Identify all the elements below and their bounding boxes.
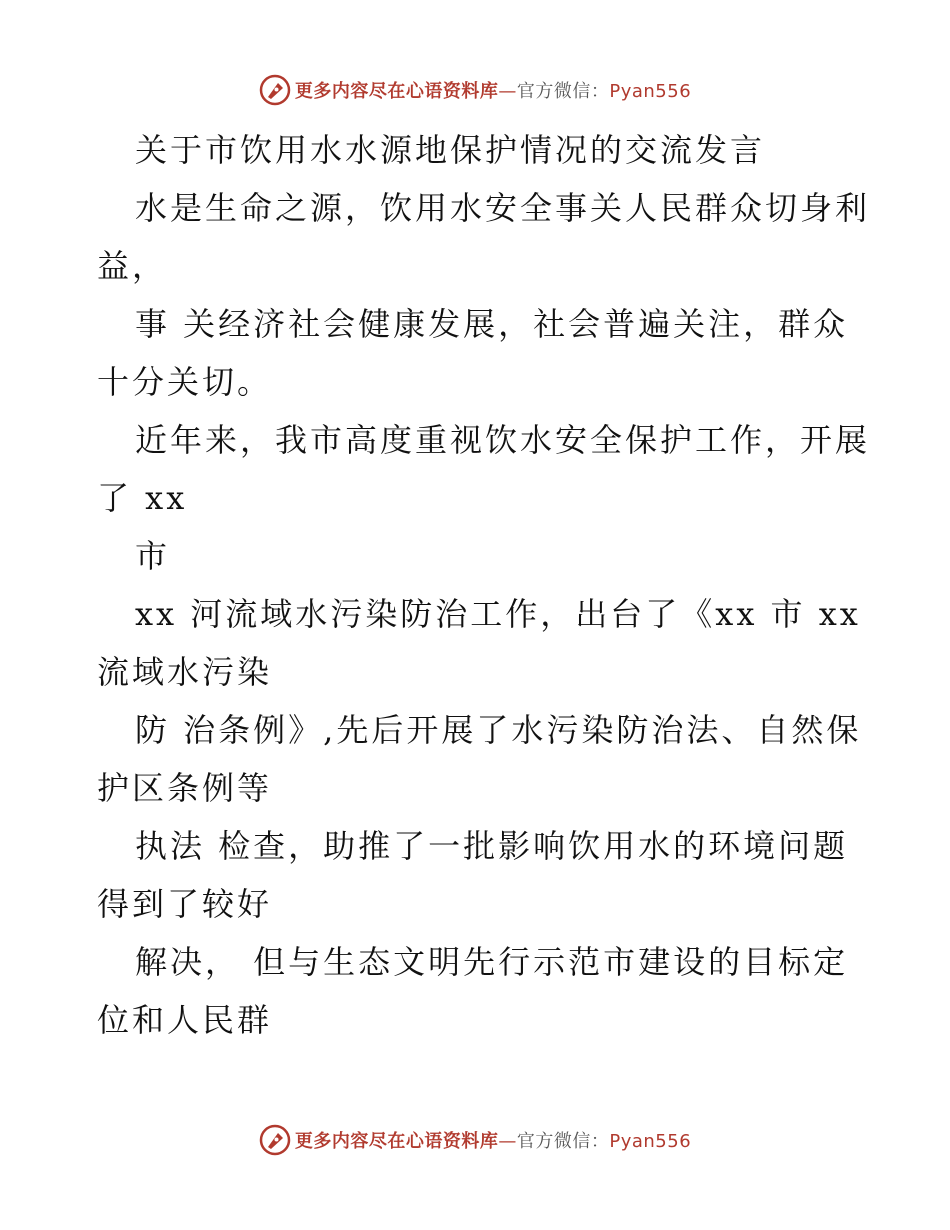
banner-handle: Pyan556 — [609, 81, 692, 102]
header-banner — [0, 70, 950, 110]
banner-label: 官方微信： — [516, 81, 610, 102]
banner-handle: Pyan556 — [609, 1131, 692, 1152]
document-title: 关于市饮用水水源地保护情况的交流发言 — [135, 131, 766, 169]
paragraph-line: 解决， 但与生态文明先行示范市建设的目标定 — [135, 943, 849, 981]
paragraph-line: 流域水污染 — [97, 653, 273, 691]
paragraph-line: xx 河流域水污染防治工作，出台了《xx 市 xx — [135, 595, 861, 633]
paragraph-line: 得到了较好 — [97, 885, 273, 923]
banner-brand: 更多内容尽在心语资料库 — [294, 81, 499, 102]
paragraph-line: 益， — [97, 247, 168, 285]
paragraph-line: 执法 检查，助推了一批影响饮用水的环境问题 — [135, 827, 849, 865]
paragraph-line: 防 治条例》,先后开展了水污染防治法、自然保 — [135, 711, 862, 749]
paragraph-line: 近年来，我市高度重视饮水安全保护工作，开展 — [135, 421, 871, 459]
paragraph-line: 十分关切。 — [97, 363, 273, 401]
pen-nib-logo-icon — [259, 74, 291, 106]
paragraph-line: 护区条例等 — [97, 769, 273, 807]
paragraph-line: 水是生命之源，饮用水安全事关人民群众切身利 — [135, 189, 871, 227]
banner-brand: 更多内容尽在心语资料库 — [294, 1131, 499, 1152]
paragraph-line: 位和人民群 — [97, 1001, 273, 1039]
pen-nib-logo-icon — [259, 1124, 291, 1156]
banner-label: 官方微信： — [516, 1131, 610, 1152]
paragraph-line: 市 — [135, 537, 171, 575]
banner-dash: — — [498, 1131, 517, 1152]
banner-dash: — — [498, 81, 517, 102]
footer-banner — [0, 1120, 950, 1160]
paragraph-line: 了 xx — [97, 479, 188, 517]
paragraph-line: 事 关经济社会健康发展，社会普遍关注，群众 — [135, 305, 849, 343]
